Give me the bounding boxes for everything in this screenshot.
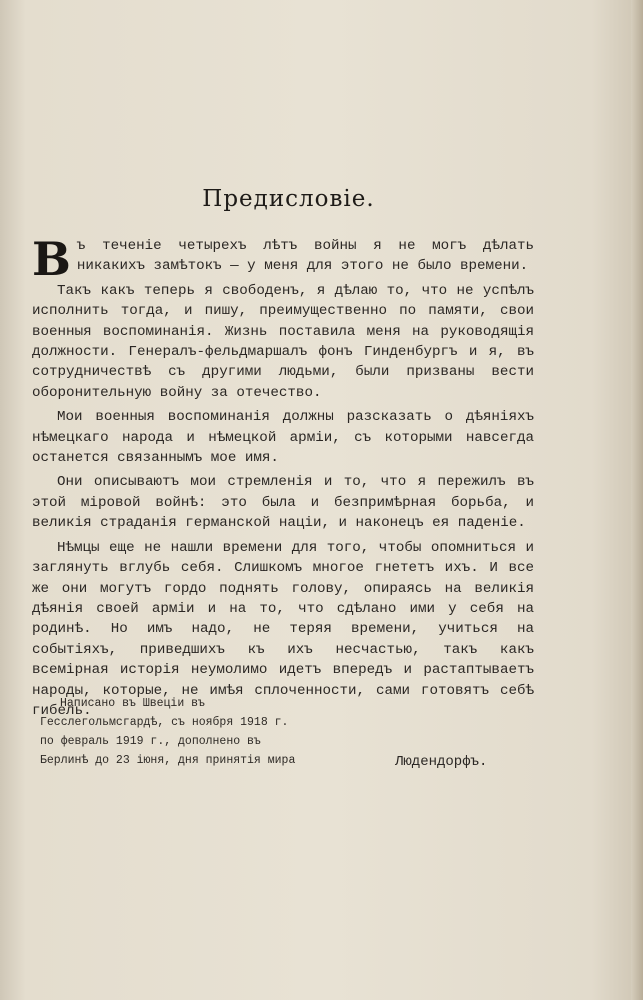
preface-body — [32, 232, 534, 725]
paragraph-2: Такъ какъ теперь я свободенъ, я дѣлаю то, что не успѣлъ исполнить тогда, и пишу, преимущественно по памяти, свои военныя воспоминанія. Жизнь поставила меня на руководящія должности. Генералъ-фельдмаршалъ фонъ Гинденбургъ и я, въ сотрудничествѣ съ другими людьми, были призваны вести оборонительную войну за отечество. — [32, 282, 534, 401]
paragraph-3: Мои военныя воспоминанія должны разсказать о дѣяніяхъ нѣмецкаго народа и нѣмецкой арміи, съ которыми навсегда останется связаннымъ мое имя. — [32, 409, 534, 467]
drop-cap-letter: В — [32, 232, 71, 286]
paragraph-text: ъ теченіе четырехъ лѣтъ войны я не могъ дѣлать никакихъ замѣтокъ — у меня для этого не было времени. — [76, 238, 534, 275]
paragraph-1 — [32, 232, 534, 286]
author-signature: Людендорфъ. — [395, 754, 488, 770]
page-binding-edge — [631, 0, 643, 1000]
page-title: Предисловіе. — [202, 186, 375, 212]
paragraph-4: Они описываютъ мои стремленія и то, что я пережилъ въ этой міровой войнѣ: это была и безпримѣрная борьба, и великія страданія германской націи, и наконецъ ея паденіе. — [32, 474, 534, 532]
paragraph-5: Нѣмцы еще не нашли времени для того, чтобы опомниться и заглянуть вглубь себя. Слишкомъ многое гнететъ ихъ. И все же они могутъ гордо поднять голову, опираясь на великія дѣянія своей арміи и на то, что сдѣлано ими у себя на родинѣ. Но имъ надо, не теряя времени, учиться на событіяхъ, приведшихъ къ ихъ несчастью, такъ какъ всемірная исторія неумолимо идетъ впередъ и растаптываетъ народы, которые, не имѣя сплоченности, сами готовятъ себѣ гибель. — [32, 539, 534, 719]
place-and-date-note: Написано въ Швеціи въ Гесслегольмсгардѣ, съ ноября 1918 г. по февраль 1919 г., дополнено въ Берлинѣ до 23 іюня, дня принятія мира — [40, 697, 296, 767]
